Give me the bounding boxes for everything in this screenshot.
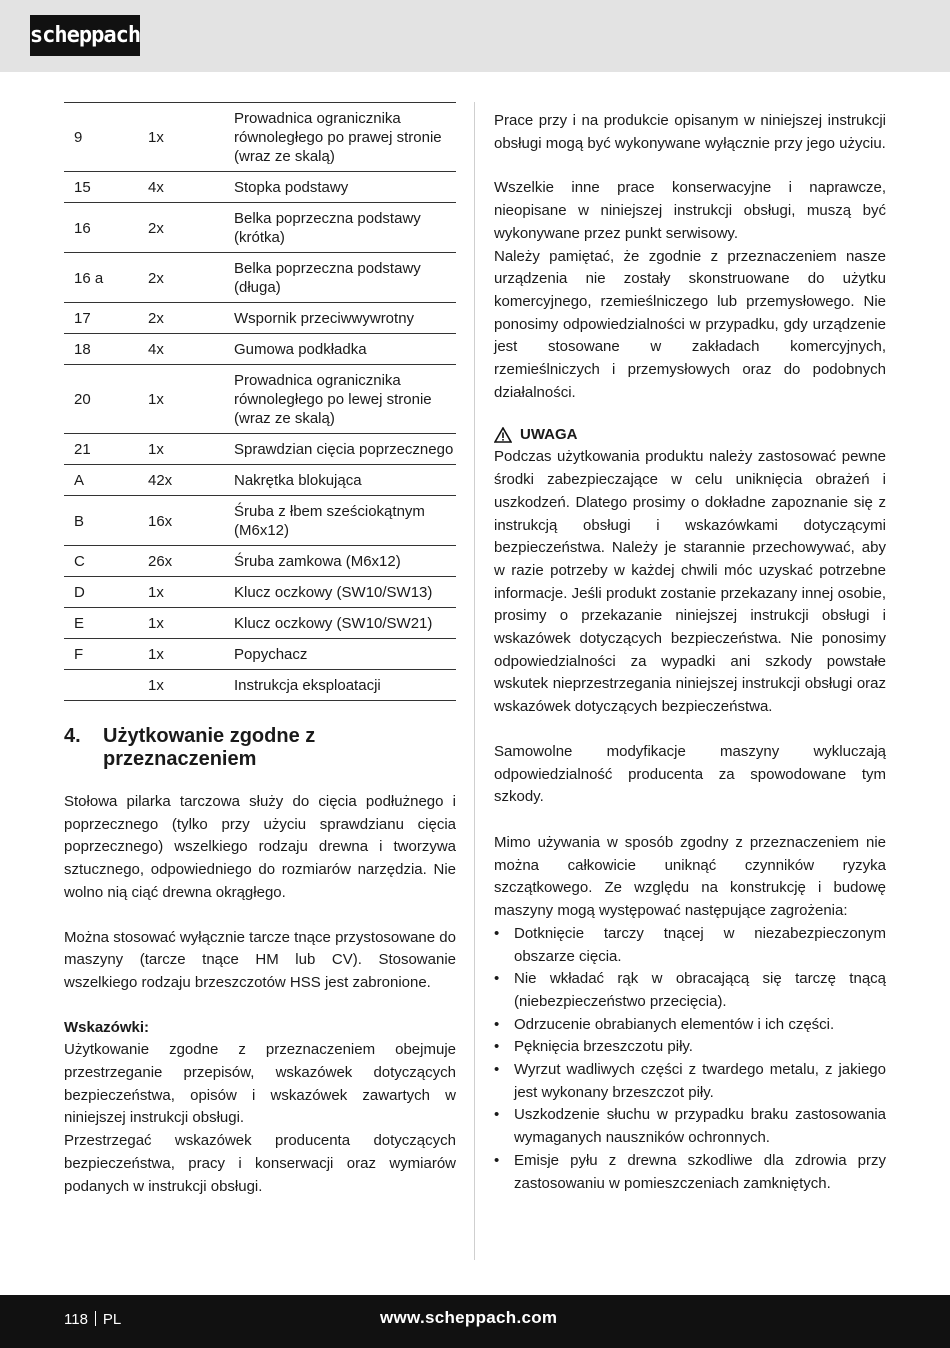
description-cell: Gumowa podkładka [234,341,367,358]
section-heading [64,725,456,771]
section-number: 4. [64,725,81,747]
table-row [64,203,456,253]
quantity-cell: 1x [148,646,164,663]
blades-paragraph: Można stosować wyłącznie tarcze tnące przystosowane do maszyny (tarcze tnące HM lub CV). Stosowanie wszelkiego rodzaju brzeszczotów HSS jest zabronione. [64,928,456,991]
description-cell: Belka poprzeczna podstawy (krótka) [234,210,421,246]
table-row [64,365,456,434]
description-cell: Instrukcja eksploatacji [234,677,381,694]
warning-title: UWAGA [520,426,578,444]
brand-logo: scheppach [30,15,140,56]
quantity-cell: 1x [148,584,164,601]
warning-paragraph: Podczas użytkowania produktu należy zastosować pewne środki zabezpieczające w celu uniknięcia obrażeń i uszkodzeń. Dlatego prosimy o dokładne zapoznanie się z instrukcją obsługi i wskazówkami dotyczącymi bezpieczeństwa. Należy je starannie przechowywać, aby w razie potrzeby w każdej chwili móc uzyskać potrzebne informacje. Jeśli produkt zostanie przekazany innej osobie, prosimy o przekazanie niniejszej instrukcji obsługi i wskazówek dotyczących bezpieczeństwa. Nie ponosimy odpowiedzialności za wypadki ani szkody powstałe wskutek nieprzestrzegania niniejszej instrukcji obsługi oraz wskazówek dotyczących bezpieczeństwa. [494,448,886,716]
notes-paragraph-2: Przestrzegać wskazówek producenta dotyczących bezpieczeństwa, pracy i konserwacji oraz wymiarów podanych w instrukcji obsługi. [64,1132,456,1195]
part-number-cell: C [74,553,85,570]
quantity-cell: 1x [148,677,164,694]
right-column [494,110,886,1195]
part-number-cell: D [74,584,85,601]
description-cell: Śruba zamkowa (M6x12) [234,553,401,570]
table-row [64,670,456,701]
website-url: www.scheppach.com [380,1308,558,1327]
warning-triangle-icon [494,427,512,443]
table-row [64,434,456,465]
part-number-cell: 9 [74,129,83,146]
commercial-use-paragraph: Należy pamiętać, że zgodnie z przeznaczeniem nasze urządzenia nie zostały skonstruowane do użytku komercyjnego, rzemieślniczego lub przemysłowego. Nie ponosimy odpowiedzialności w przypadku, gdy urządzenie jest stosowane w zakładach komercyjnych, rzemieślniczych i przemysłowych oraz do podobnych działalności. [494,247,886,401]
intended-use-paragraph: Stołowa pilarka tarczowa służy do cięcia podłużnego i poprzecznego (tylko przy użyciu sprawdzianu cięcia poprzecznego) wszelkiego rodzaju drewna i tworzywa sztucznego, odpowiedniego do rozmiarów narzędzia. Nie wolno nią ciąć drewna okrągłego. [64,793,456,901]
quantity-cell: 4x [148,341,164,358]
description-cell: Belka poprzeczna podstawy (długa) [234,260,421,296]
description-cell: Wspornik przeciwwywrotny [234,310,415,327]
table-row [64,465,456,496]
description-cell: Nakrętka blokująca [234,472,362,489]
table-row [64,639,456,670]
language-code: PL [102,1311,122,1328]
section-title: Użytkowanie zgodne z przeznaczeniem [103,725,316,770]
page-number-value: 118 [64,1311,88,1328]
quantity-cell: 2x [148,269,164,287]
table-row [64,253,456,303]
maintenance-paragraph: Wszelkie inne prace konserwacyjne i naprawcze, nieopisane w niniejszej instrukcji obsługi, muszą być wykonywane przez punkt serwisowy. [494,179,886,242]
table-row [64,608,456,639]
part-number-cell: 17 [74,310,91,327]
list-item: • Wyrzut wadliwych części z twardego metalu, z jakiego jest wykonany brzeszczot piły. [494,1059,886,1104]
list-item: • Nie wkładać rąk w obracającą się tarczę tnącą (niebezpieczeństwo przecięcia). [494,968,886,1013]
quantity-cell: 4x [148,179,164,196]
notes-paragraph-1: Użytkowanie zgodne z przeznaczeniem obejmuje przestrzeganie przepisów, wskazówek dotyczących bezpieczeństwa, opisów i wskazówek zawartych w niniejszej instrukcji obsługi. [64,1041,456,1127]
list-item: • Dotknięcie tarczy tnącej w niezabezpieczonym obszarze cięcia. [494,923,886,968]
top-header-bar [0,0,950,72]
part-number-cell: B [74,512,85,530]
quantity-cell: 1x [148,129,164,146]
part-number-cell: 20 [74,391,91,408]
part-number-cell: F [74,646,84,663]
table-row [64,496,456,546]
table-row [64,172,456,203]
list-item: • Emisje pyłu z drewna szkodliwe dla zdrowia przy zastosowaniu w pomieszczeniach zamkniętych. [494,1150,886,1195]
description-cell: Stopka podstawy [234,179,349,196]
table-row [64,103,456,172]
list-item: • Pęknięcia brzeszczotu piły. [494,1036,886,1059]
quantity-cell: 2x [148,219,164,237]
warning-heading [494,424,886,446]
page-number [64,1311,121,1328]
modifications-paragraph: Samowolne modyfikacje maszyny wykluczają odpowiedzialność producenta za spowodowane tym szkody. [494,742,886,806]
quantity-cell: 26x [148,553,173,570]
table-row [64,546,456,577]
description-cell: Popychacz [234,646,308,663]
part-number-cell: 18 [74,341,91,358]
footer-bar [0,1295,950,1348]
table-row [64,334,456,365]
part-number-cell: 21 [74,441,91,458]
quantity-cell: 1x [148,391,164,408]
quantity-cell: 16x [148,512,173,530]
work-paragraph: Prace przy i na produkcie opisanym w niniejszej instrukcji obsługi mogą być wykonywane wyłącznie przy jego użyciu. [494,112,886,152]
part-number-cell [64,670,148,701]
part-number-cell: 15 [74,179,91,196]
quantity-cell: 1x [148,441,164,458]
residual-risk-paragraph: Mimo używania w sposób zgodny z przeznaczeniem nie można całkowicie uniknąć czynników ryzyka szczątkowego. Ze względu na konstrukcję i budowę maszyny mogą występować następujące zagrożenia: [494,833,886,920]
parts-table [64,102,456,701]
quantity-cell: 2x [148,310,164,327]
column-divider [474,102,475,1260]
list-item: • Uszkodzenie słuchu w przypadku braku zastosowania wymaganych nauszników ochronnych. [494,1104,886,1149]
quantity-cell: 1x [148,615,164,632]
description-cell: Prowadnica ogranicznika równoległego po lewej stronie (wraz ze skalą) [234,372,432,427]
quantity-cell: 42x [148,472,173,489]
left-column [64,102,456,1198]
table-row [64,577,456,608]
description-cell: Klucz oczkowy (SW10/SW21) [234,615,433,632]
notes-title: Wskazówki: [64,1018,150,1036]
part-number-cell: E [74,615,85,632]
page-separator [95,1311,96,1326]
part-number-cell: 16 [74,219,91,237]
description-cell: Prowadnica ogranicznika równoległego po prawej stronie (wraz ze skalą) [234,110,442,165]
description-cell: Sprawdzian cięcia poprzecznego [234,441,454,458]
part-number-cell: 16 a [74,269,104,287]
description-cell: Śruba z łbem sześciokątnym (M6x12) [234,503,425,539]
hazard-list [494,923,886,1195]
table-row [64,303,456,334]
part-number-cell: A [74,472,85,489]
description-cell: Klucz oczkowy (SW10/SW13) [234,584,433,601]
list-item: • Odrzucenie obrabianych elementów i ich części. [494,1014,886,1037]
